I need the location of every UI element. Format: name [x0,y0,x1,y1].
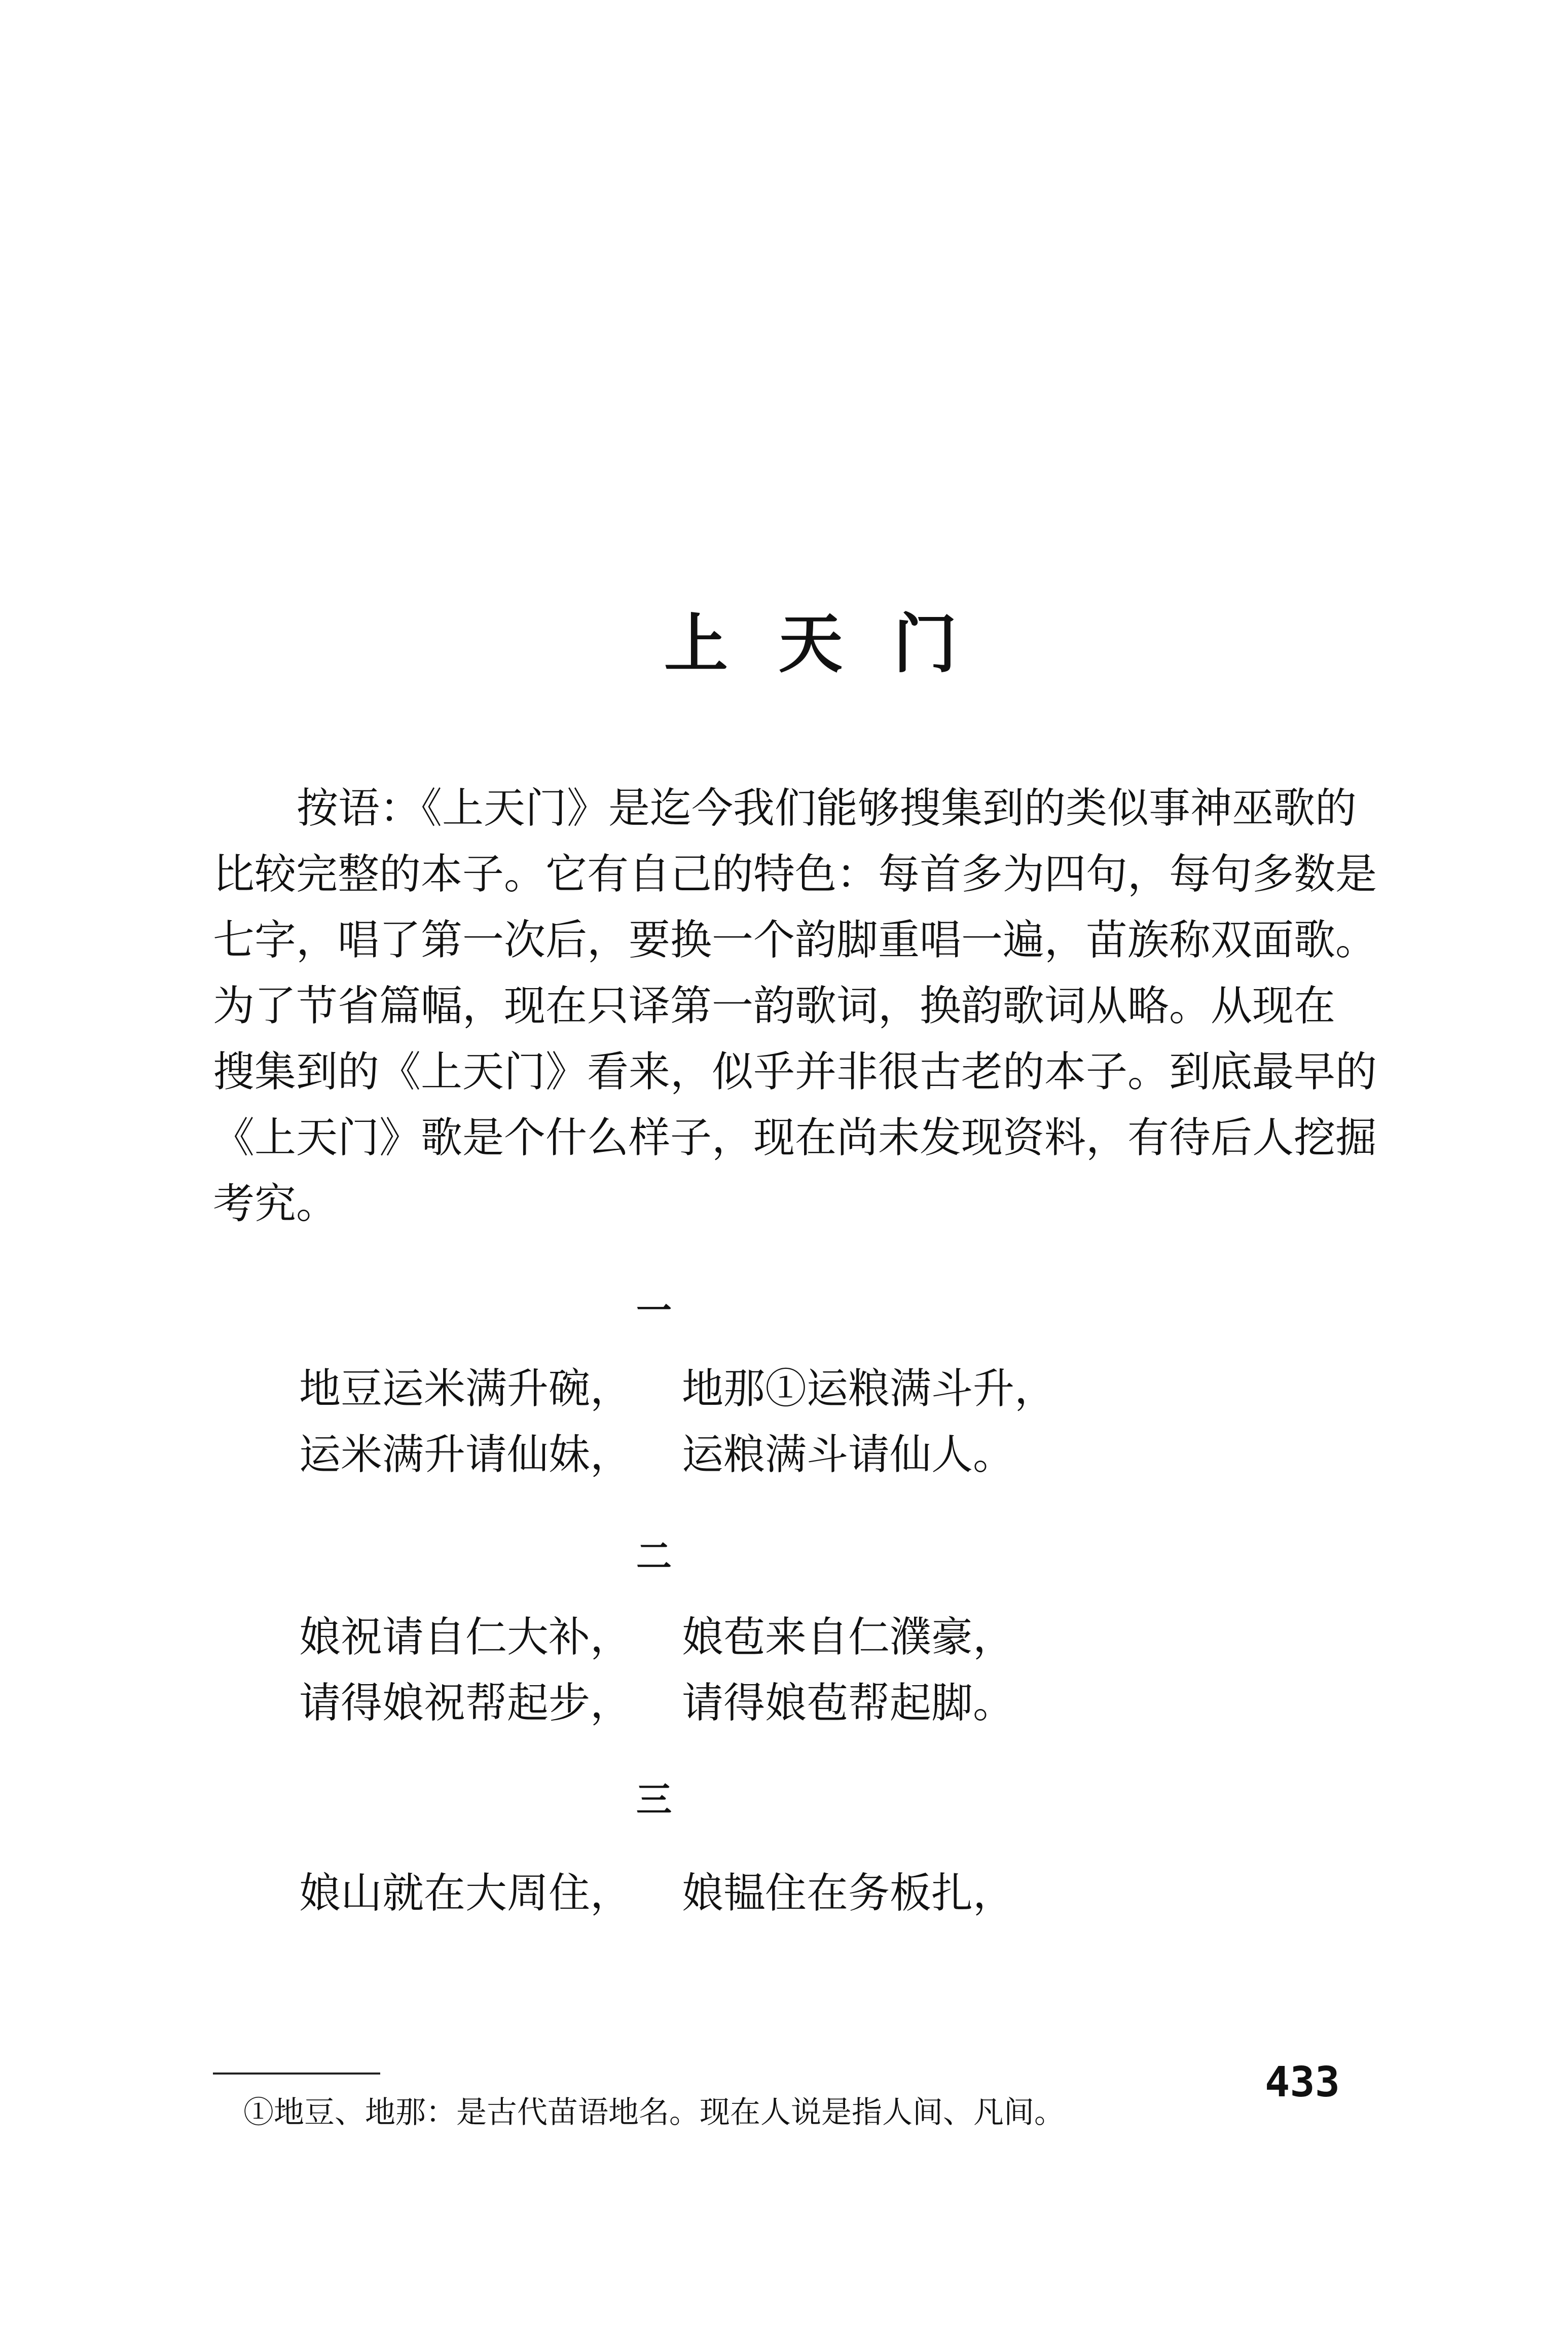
page-title: 上天门 [664,606,1008,681]
page-number: 433 [1265,2058,1340,2106]
section-number: 一 [636,1289,672,1331]
verse-line-right: 娘韫住在务板扎， [682,1869,1015,1917]
verse-line-right: 地那①运粮满斗升， [682,1365,1056,1413]
intro-note [213,776,1440,1237]
intro-line: 考究。 [213,1180,338,1228]
section-number: 三 [636,1778,672,1821]
verse-line-right: 请得娘苞帮起脚。 [682,1679,1015,1727]
verse-line-left: 运米满升请仙妹， [299,1431,632,1479]
section-number: 二 [636,1535,672,1577]
verse-line-right: 娘苞来自仁濮豪， [682,1613,1015,1661]
intro-line: 为了节省篇幅，现在只译第一韵歌词，换韵歌词从略。从现在 [213,982,1336,1030]
intro-line: 七字，唱了第一次后，要换一个韵脚重唱一遍，苗族称双面歌。 [213,916,1377,964]
verse-line-right: 运粮满斗请仙人。 [682,1431,1015,1479]
footnote-divider [213,2073,380,2075]
verse-line-left: 请得娘祝帮起步， [299,1679,632,1727]
intro-line: 比较完整的本子。它有自己的特色：每首多为四句，每句多数是 [213,850,1377,898]
intro-line: 搜集到的《上天门》看来，似乎并非很古老的本子。到底最早的 [213,1048,1377,1096]
verse-line-left: 娘祝请自仁大补， [299,1613,632,1661]
verse-line-left: 娘山就在大周住， [299,1869,632,1917]
intro-line: 《上天门》歌是个什么样子，现在尚未发现资料，有待后人挖掘 [213,1114,1377,1162]
intro-line: 按语：《上天门》是迄今我们能够搜集到的类似事神巫歌的 [297,784,1357,832]
verse-line-left: 地豆运米满升碗， [299,1365,632,1413]
footnote: ①地豆、地那：是古代苗语地名。现在人说是指人间、凡间。 [243,2095,1065,2130]
